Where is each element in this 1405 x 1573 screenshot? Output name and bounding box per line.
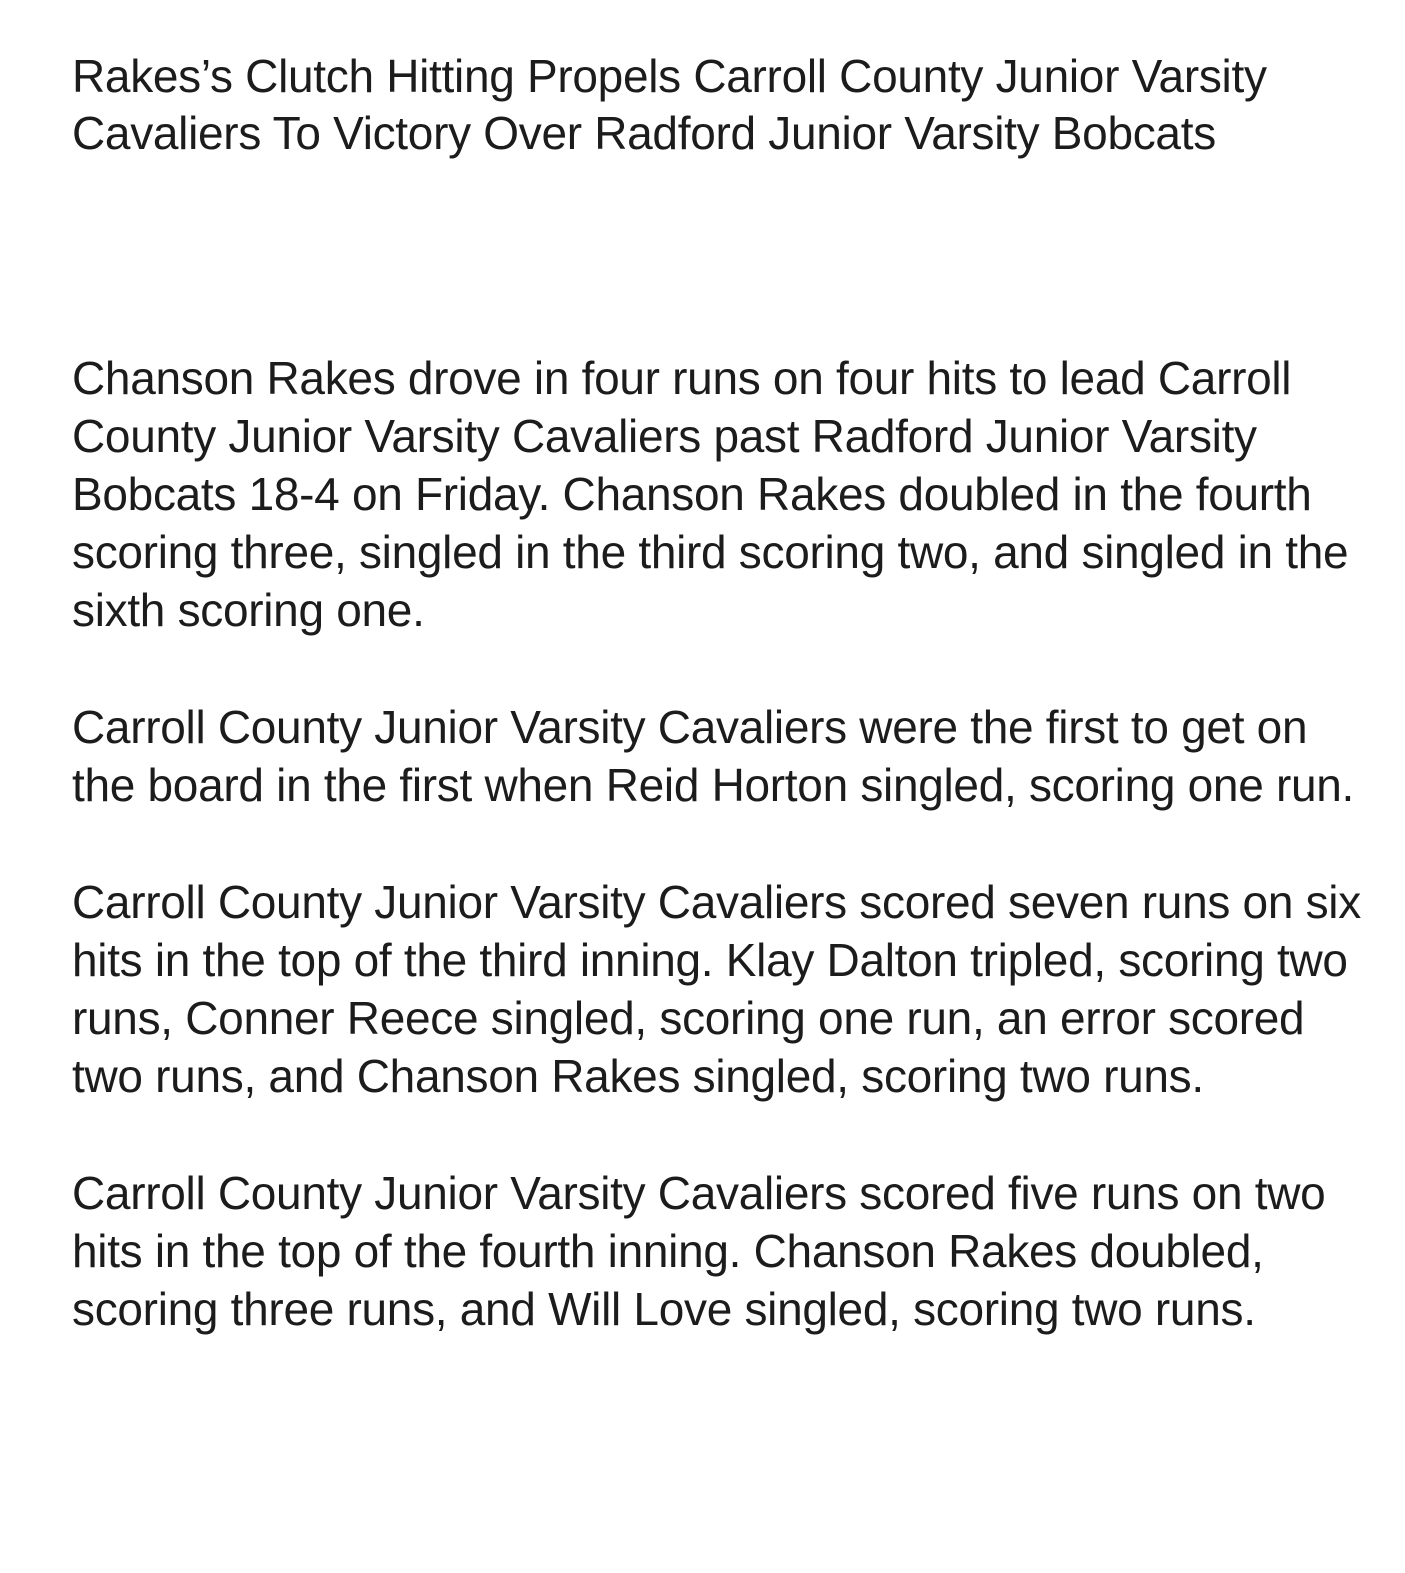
article-headline: Rakes’s Clutch Hitting Propels Carroll County Junior Varsity Cavaliers To Victory Over Radford Junior Varsity Bobcats <box>72 50 1267 159</box>
article-paragraph: Chanson Rakes drove in four runs on four hits to lead Carroll County Junior Varsity Cavaliers past Radford Junior Varsity Bobcats 18-4 on Friday. Chanson Rakes doubled in the fourth scoring three, singled in the third scoring two, and singled in the sixth scoring one. <box>72 352 1349 636</box>
article-paragraph: Carroll County Junior Varsity Cavaliers were the first to get on the board in the first when Reid Horton singled, scoring one run. <box>72 701 1355 811</box>
article-paragraph: Carroll County Junior Varsity Cavaliers scored five runs on two hits in the top of the fourth inning. Chanson Rakes doubled, scoring three runs, and Will Love singled, scoring two runs. <box>72 1167 1326 1335</box>
article <box>72 48 1372 1338</box>
article-body <box>72 349 1372 1338</box>
article-paragraph: Carroll County Junior Varsity Cavaliers scored seven runs on six hits in the top of the third inning. Klay Dalton tripled, scoring two runs, Conner Reece singled, scoring one run, an error scored two runs, and Chanson Rakes singled, scoring two runs. <box>72 876 1361 1102</box>
